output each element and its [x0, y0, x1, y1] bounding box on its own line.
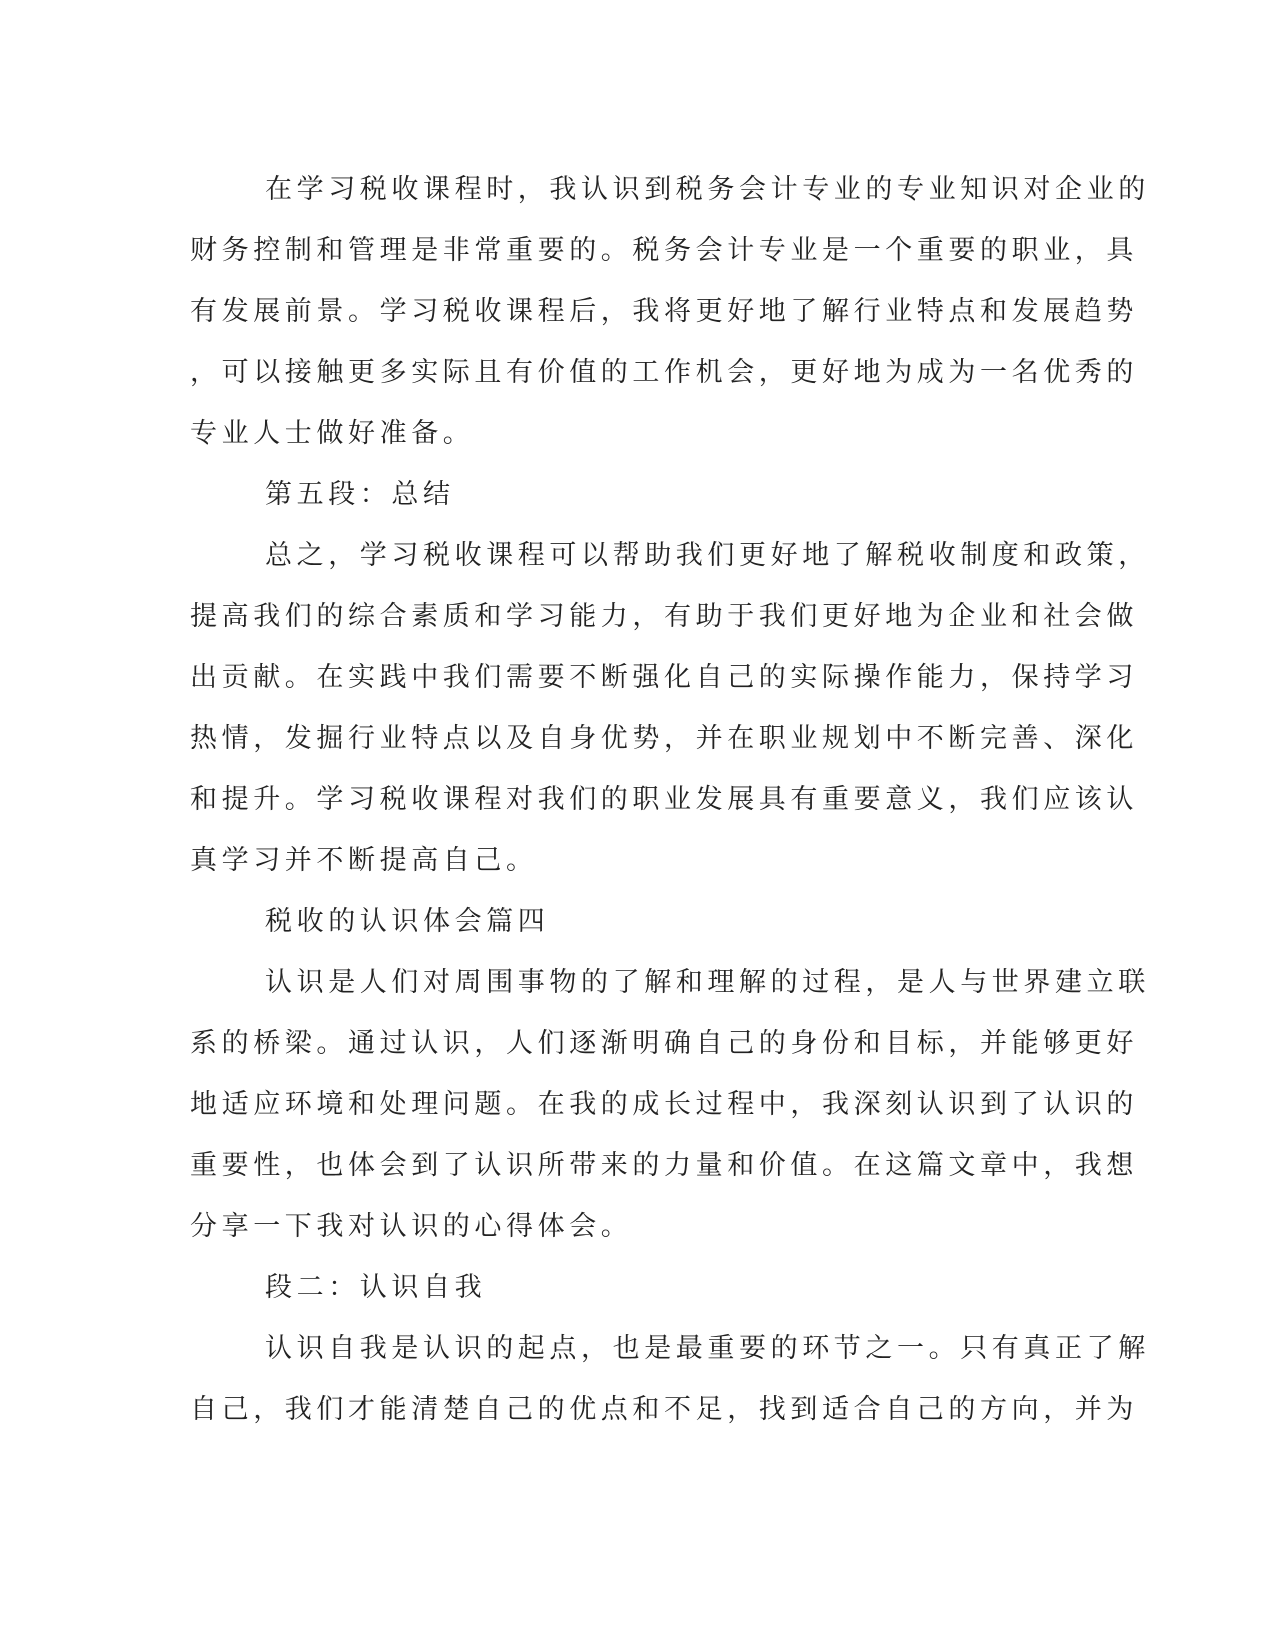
paragraph-line: 认识自我是认识的起点，也是最重要的环节之一。只有真正了解 — [265, 1333, 1150, 1364]
paragraph-line: ，可以接触更多实际且有价值的工作机会，更好地为成为一名优秀的 — [190, 357, 1138, 388]
paragraph-line: 分享一下我对认识的心得体会。 — [190, 1211, 633, 1242]
paragraph-line: 专业人士做好准备。 — [190, 418, 475, 449]
paragraph-line: 总之，学习税收课程可以帮助我们更好地了解税收制度和政策， — [265, 540, 1150, 571]
article-title: 税收的认识体会篇四 — [265, 906, 550, 937]
paragraph-line: 在学习税收课程时，我认识到税务会计专业的专业知识对企业的 — [265, 174, 1150, 205]
paragraph-line: 财务控制和管理是非常重要的。税务会计专业是一个重要的职业，具 — [190, 235, 1138, 266]
paragraph-line: 和提升。学习税收课程对我们的职业发展具有重要意义，我们应该认 — [190, 784, 1138, 815]
paragraph-line: 自己，我们才能清楚自己的优点和不足，找到适合自己的方向，并为 — [190, 1394, 1138, 1425]
paragraph-line: 热情，发掘行业特点以及自身优势，并在职业规划中不断完善、深化 — [190, 723, 1138, 754]
paragraph-line: 提高我们的综合素质和学习能力，有助于我们更好地为企业和社会做 — [190, 601, 1138, 632]
paragraph-line: 地适应环境和处理问题。在我的成长过程中，我深刻认识到了认识的 — [190, 1089, 1138, 1120]
paragraph-line: 认识是人们对周围事物的了解和理解的过程，是人与世界建立联 — [265, 967, 1150, 998]
section-heading: 段二：认识自我 — [265, 1272, 487, 1303]
paragraph-line: 系的桥梁。通过认识，人们逐渐明确自己的身份和目标，并能够更好 — [190, 1028, 1138, 1059]
section-heading: 第五段：总结 — [265, 479, 455, 510]
paragraph-line: 有发展前景。学习税收课程后，我将更好地了解行业特点和发展趋势 — [190, 296, 1138, 327]
paragraph-line: 重要性，也体会到了认识所带来的力量和价值。在这篇文章中，我想 — [190, 1150, 1138, 1181]
paragraph-line: 真学习并不断提高自己。 — [190, 845, 538, 876]
document-body — [190, 159, 1150, 1440]
paragraph-line: 出贡献。在实践中我们需要不断强化自己的实际操作能力，保持学习 — [190, 662, 1138, 693]
